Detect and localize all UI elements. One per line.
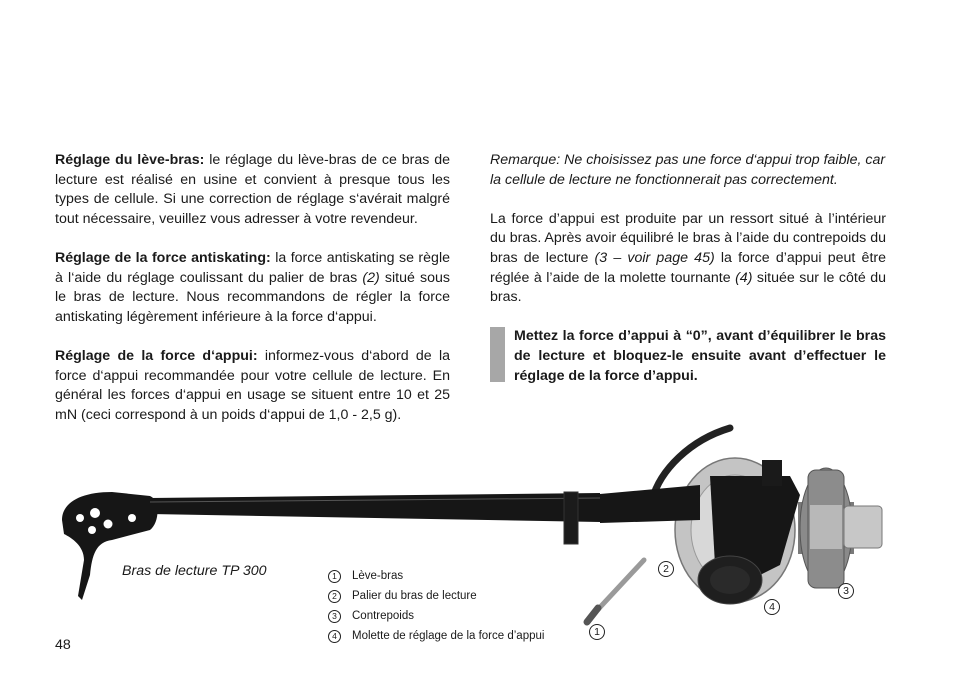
- heading-antiskating: Réglage de la force antiskating:: [55, 249, 271, 266]
- text-spring-b: la force d’appui peut être réglée à l’aide de la molette tournante: [490, 249, 887, 286]
- warning-text: Mettez la force d’appui à “0”, avant d’équilibrer le bras de lecture et bloquez-le ensuite avant d’effectuer le réglage de la force d’appui.: [514, 328, 886, 384]
- legend-label: Palier du bras de lecture: [352, 590, 477, 602]
- heading-tracking-force: Réglage de la force d‘appui:: [55, 347, 258, 364]
- legend-number: 4: [328, 630, 341, 643]
- callout-4: 4: [764, 599, 780, 615]
- text-tracking-force: informez-vous d‘abord de la force d‘appui recommandée pour votre cellule de lecture. En général les forces d‘appui en usage se situent entre 10 et 25 mN (ceci correspond à un poids d‘appui de 1,0 - 2,5 g).: [55, 347, 450, 423]
- text-spring-a: La force d’appui est produite par un ressort situé à l’intérieur du bras. Après avoir équilibré le bras à l’aide du contrepoids du bras de lecture: [490, 210, 886, 266]
- text-antiskating-a: la force antiskating se règle à l‘aide du réglage coulissant du palier de bras: [55, 249, 450, 286]
- legend-number: 2: [328, 590, 341, 603]
- heading-arm-lift: Réglage du lève-bras:: [55, 152, 205, 168]
- legend-item: [328, 586, 544, 606]
- legend-number: 3: [328, 610, 341, 623]
- ref-wheel: (4): [735, 269, 753, 286]
- page-number: 48: [55, 637, 71, 653]
- text-arm-lift: le réglage du lève-bras de ce bras de lecture est réalisé en usine et convient à presque tous les types de cellule. Si une correction de réglage s‘avérait malgré tout nécessaire, veuillez vous adresser à votre revendeur.: [55, 152, 450, 227]
- legend-item: [328, 626, 544, 646]
- legend-label: Molette de réglage de la force d’appui: [352, 630, 545, 642]
- legend-label: Lève-bras: [352, 570, 404, 582]
- callout-3: 3: [838, 583, 854, 599]
- legend-number: 1: [328, 570, 341, 583]
- callout-1: 1: [589, 624, 605, 640]
- text-spring-c: située sur le côté du bras.: [490, 269, 886, 306]
- ref-page-45: (3 – voir page 45): [594, 249, 715, 266]
- callout-2: 2: [658, 561, 674, 577]
- remark: Remarque: Ne choisissez pas une force d‘appui trop faible, car la cellule de lecture ne fonctionnerait pas correctement.: [490, 152, 886, 188]
- legend-item: [328, 566, 544, 586]
- ref-antiskating: (2): [362, 269, 380, 286]
- legend-label: Contrepoids: [352, 610, 415, 622]
- figure-caption: Bras de lecture TP 300: [122, 563, 267, 579]
- text-antiskating-b: situé sous le bras de lecture. Nous recommandons de régler la force antiskating légèrement inférieure à la force d‘appui.: [55, 269, 450, 325]
- legend-item: [328, 606, 544, 626]
- figure-legend: [328, 566, 544, 646]
